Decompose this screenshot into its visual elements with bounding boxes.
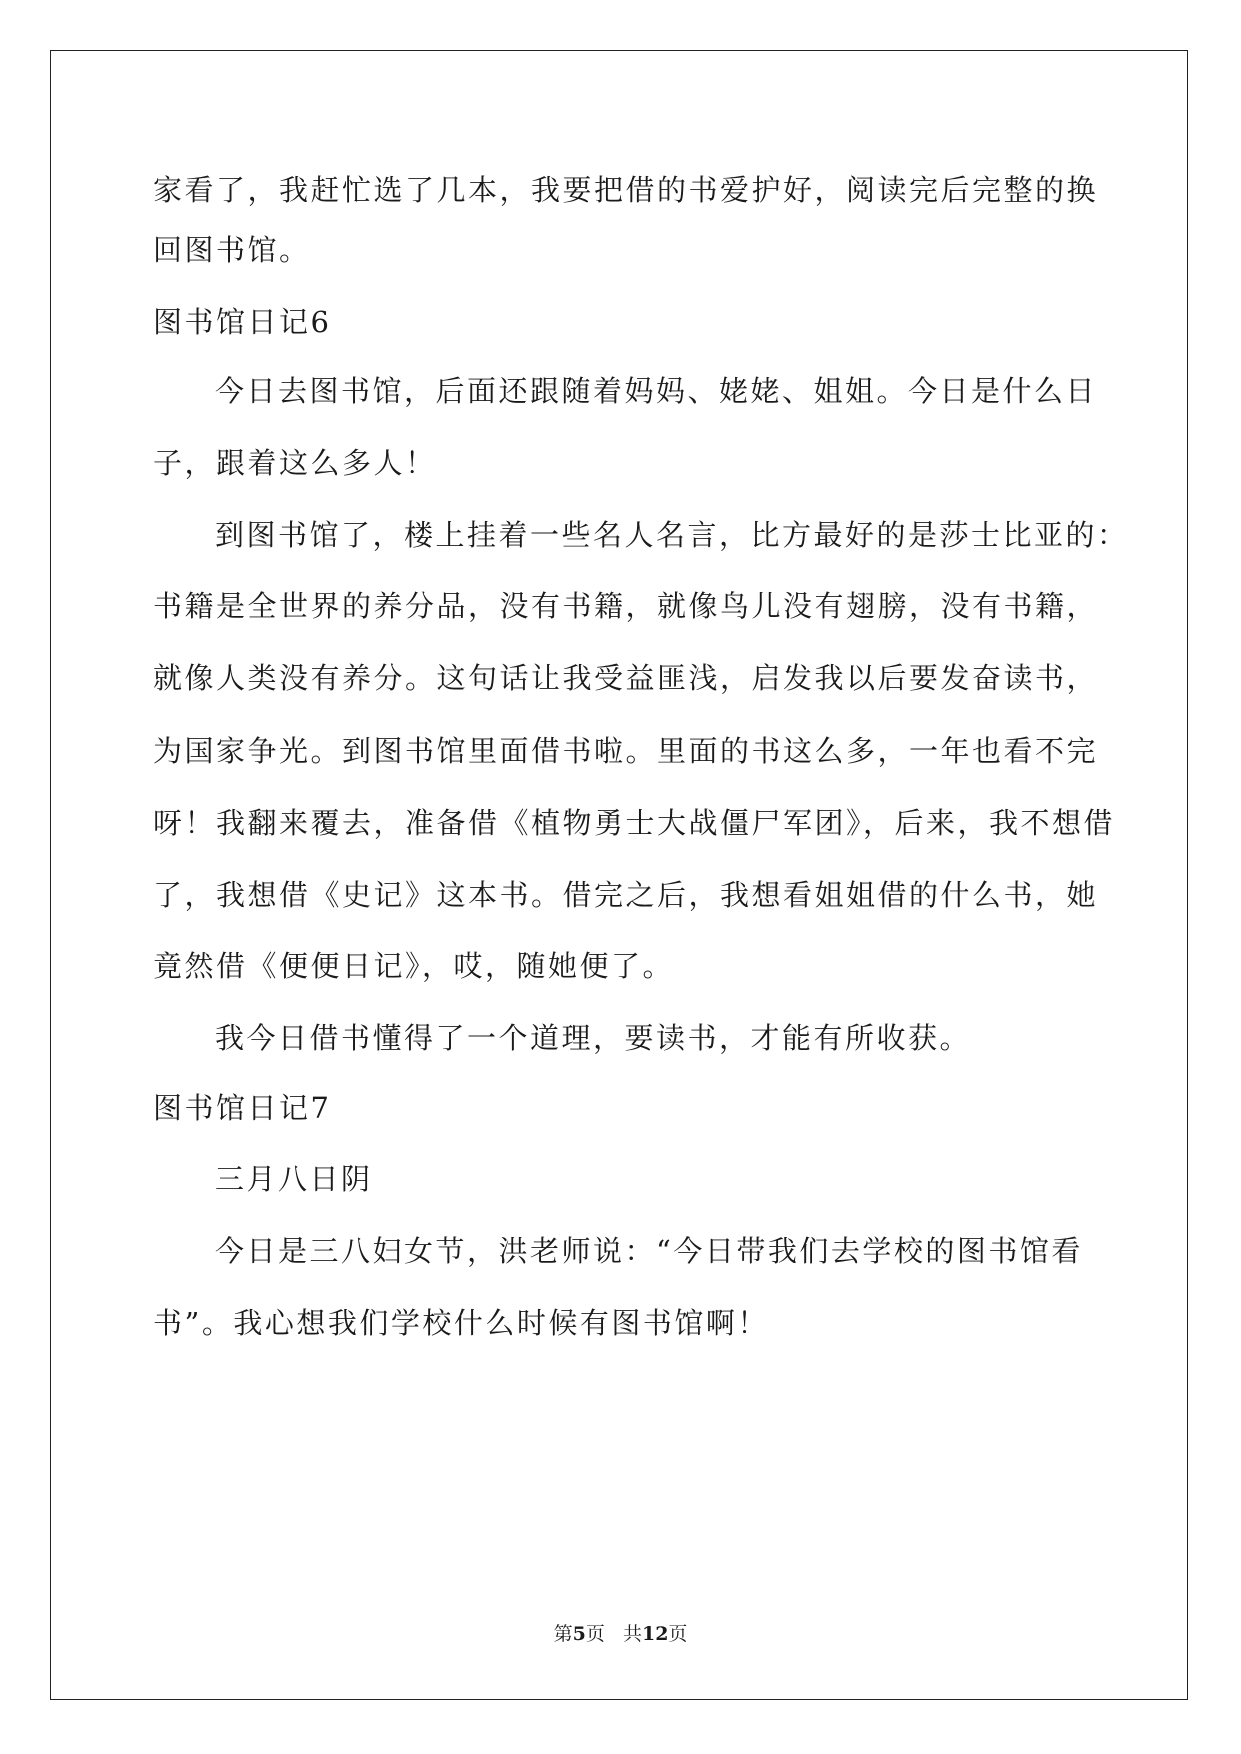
paragraph-line: 到图书馆了，楼上挂着一些名人名言，比方最好的是莎士比亚的： [215, 518, 1129, 552]
paragraph-line: 回图书馆。 [153, 233, 311, 267]
section-heading: 图书馆日记6 [153, 305, 332, 339]
page-number-label: 第5页 [553, 1623, 605, 1645]
date-weather-line: 三月八日阴 [215, 1162, 373, 1196]
paragraph-line: 了，我想借《史记》这本书。借完之后，我想看姐姐借的什么书，她 [153, 878, 1099, 912]
paragraph-line: 呀！我翻来覆去，准备借《植物勇士大战僵尸军团》，后来，我不想借 [153, 806, 1116, 840]
paragraph-line: 家看了，我赶忙选了几本，我要把借的书爱护好，阅读完后完整的换 [153, 173, 1099, 207]
page-footer [0, 1622, 1241, 1646]
section-heading: 图书馆日记7 [153, 1091, 332, 1125]
paragraph-line: 我今日借书懂得了一个道理，要读书，才能有所收获。 [215, 1021, 972, 1055]
paragraph-line: 今日去图书馆，后面还跟随着妈妈、姥姥、姐姐。今日是什么日 [215, 374, 1098, 408]
paragraph-line: 就像人类没有养分。这句话让我受益匪浅，启发我以后要发奋读书， [153, 661, 1099, 695]
paragraph-line: 书籍是全世界的养分品，没有书籍，就像鸟儿没有翅膀，没有书籍， [153, 589, 1099, 623]
paragraph-line: 今日是三八妇女节，洪老师说：“今日带我们去学校的图书馆看 [215, 1234, 1083, 1268]
paragraph-line: 为国家争光。到图书馆里面借书啦。里面的书这么多，一年也看不完 [153, 734, 1099, 768]
paragraph-line: 书”。我心想我们学校什么时候有图书馆啊！ [153, 1306, 769, 1340]
total-pages-label: 共12页 [622, 1623, 688, 1645]
paragraph-line: 竟然借《便便日记》，哎，随她便了。 [153, 949, 675, 983]
paragraph-line: 子，跟着这么多人！ [153, 446, 437, 480]
